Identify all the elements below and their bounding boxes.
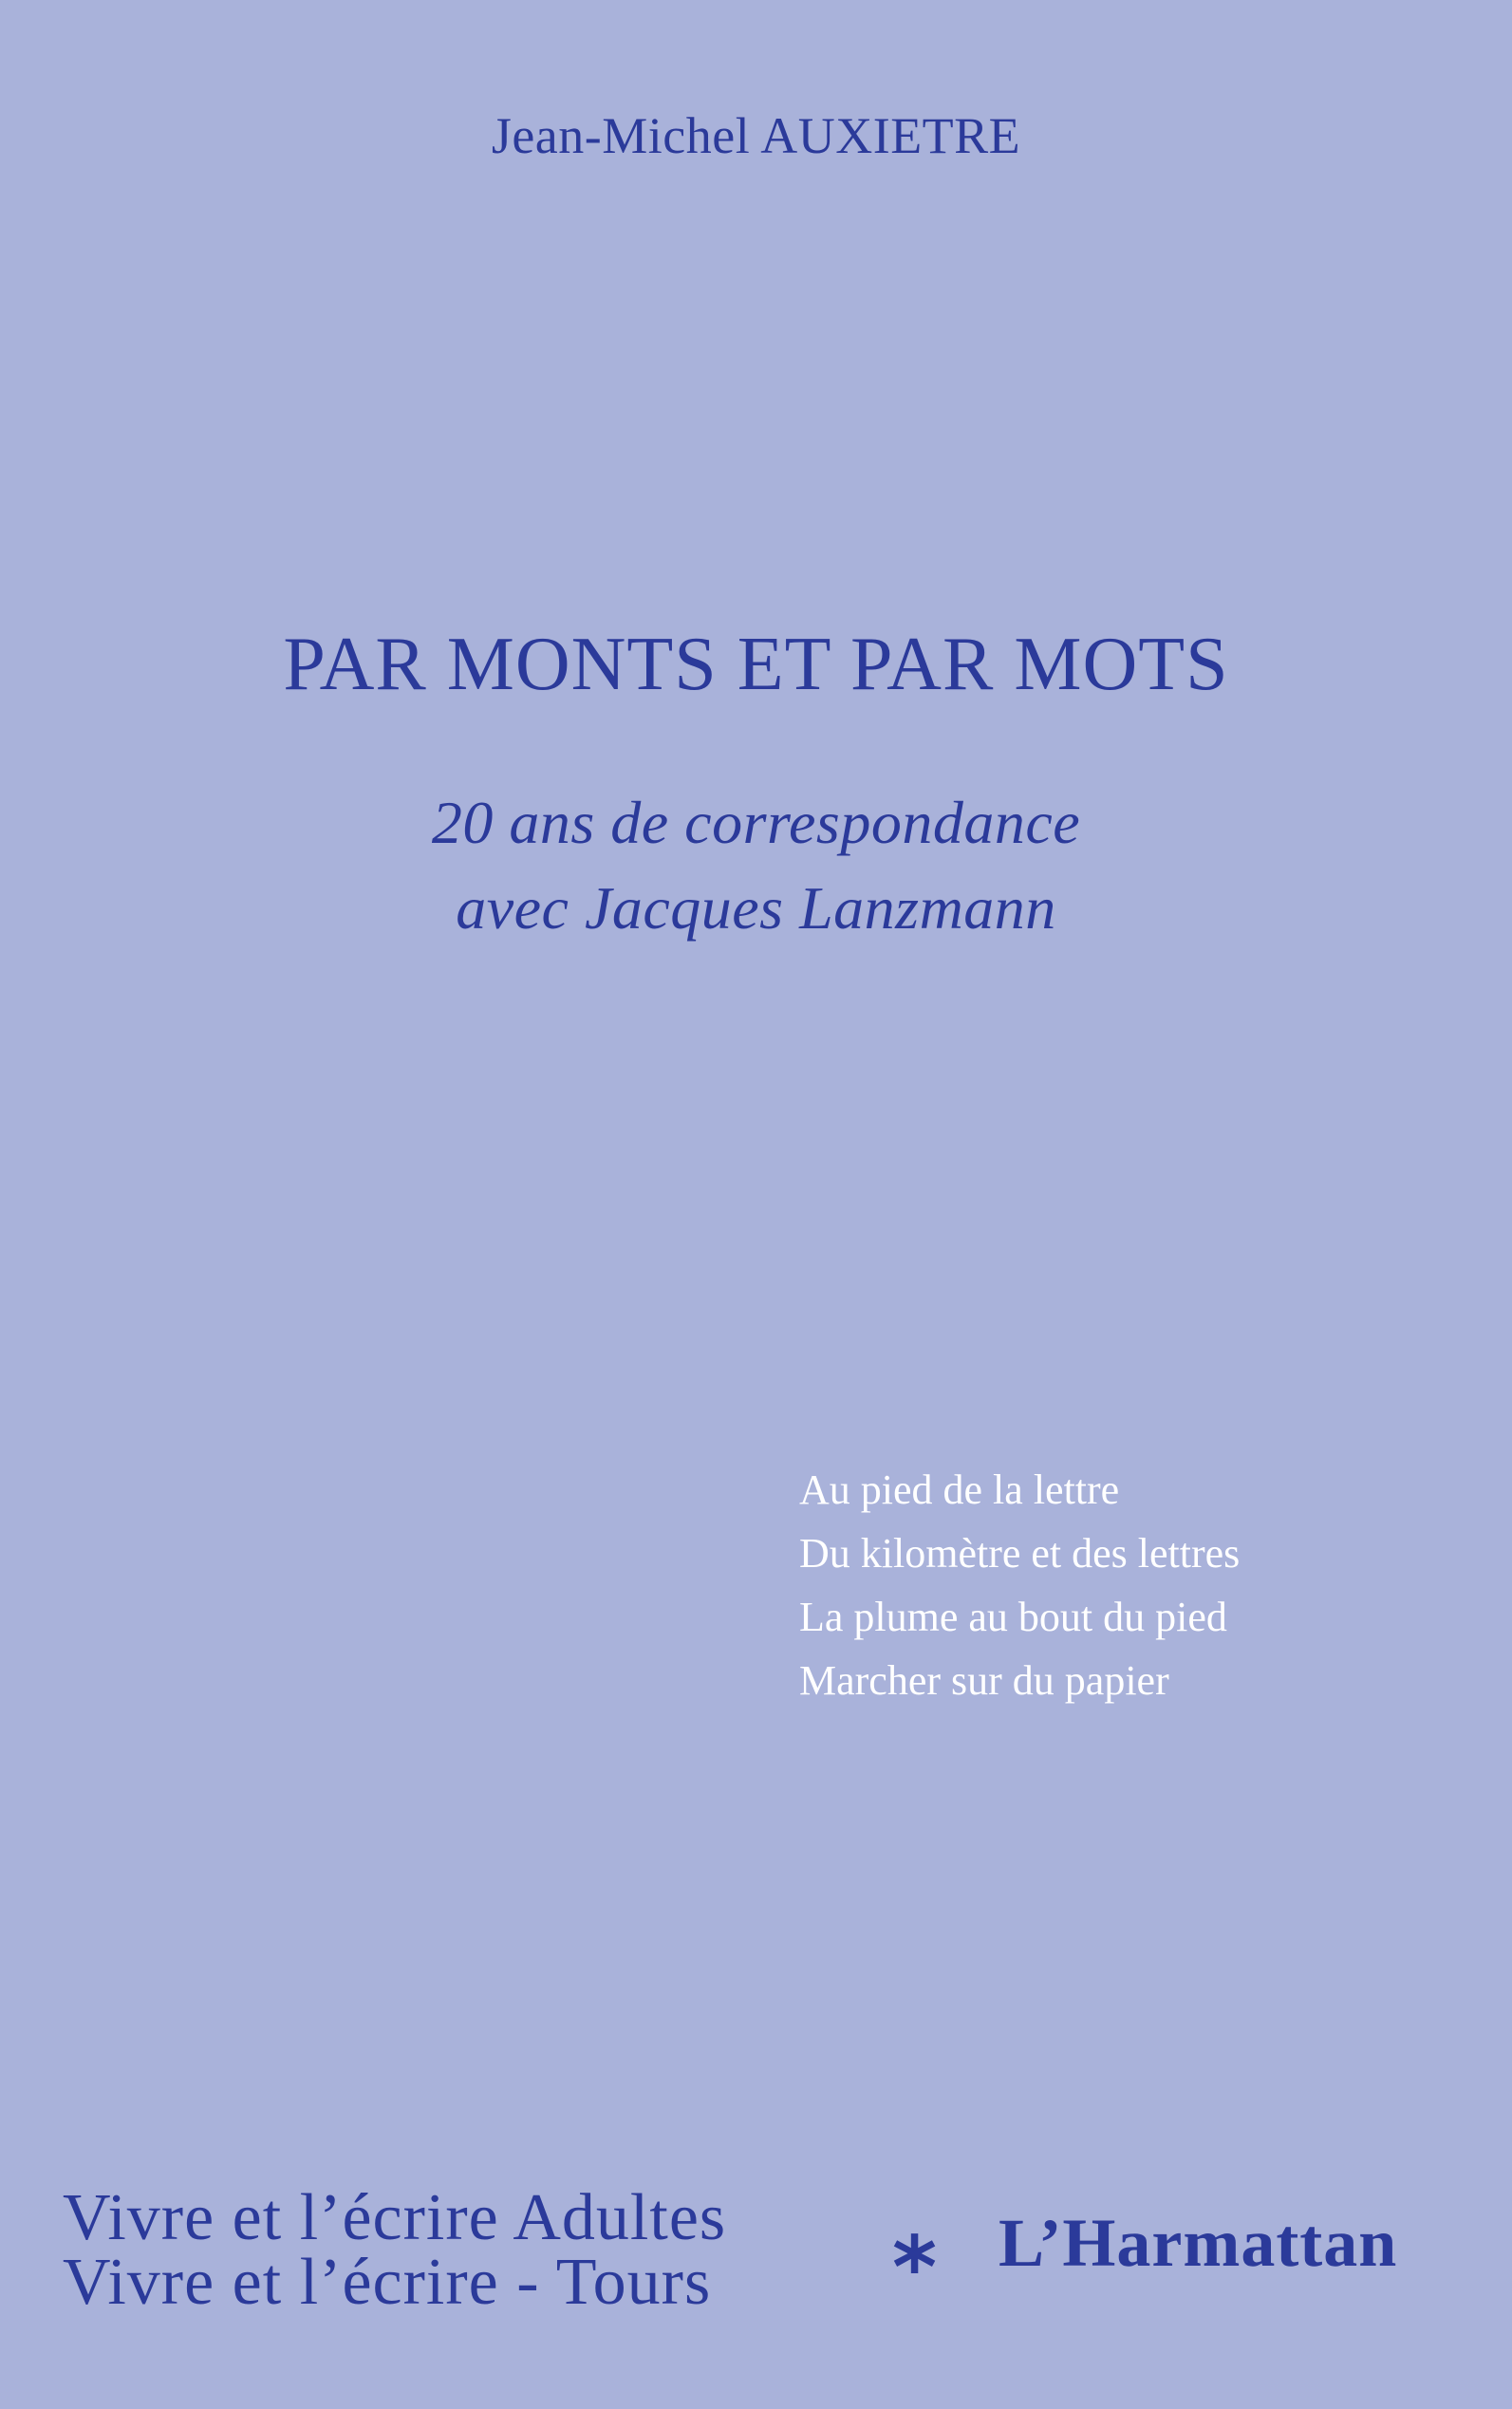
- subtitle-line-1: 20 ans de correspondance: [431, 789, 1081, 856]
- subtitle-line-2: avec Jacques Lanzmann: [456, 874, 1056, 942]
- series-name: [63, 2181, 727, 2319]
- verse-line: La plume au bout du pied: [799, 1594, 1227, 1640]
- verse-block: [799, 1458, 1240, 1712]
- book-title: PAR MONTS ET PAR MOTS: [283, 623, 1229, 706]
- author-name: Jean-Michel AUXIETRE: [491, 107, 1021, 164]
- series-line-2: Vivre et l’écrire - Tours: [63, 2246, 712, 2319]
- verse-line: Marcher sur du papier: [799, 1657, 1169, 1704]
- verse-line: Au pied de la lettre: [799, 1466, 1120, 1513]
- asterisk-icon: *: [892, 2218, 938, 2318]
- publisher-name: L’Harmattan: [999, 2205, 1398, 2281]
- verse-line: Du kilomètre et des lettres: [799, 1530, 1241, 1577]
- series-line-1: Vivre et l’écrire Adultes: [63, 2181, 727, 2254]
- book-subtitle: [0, 780, 1512, 951]
